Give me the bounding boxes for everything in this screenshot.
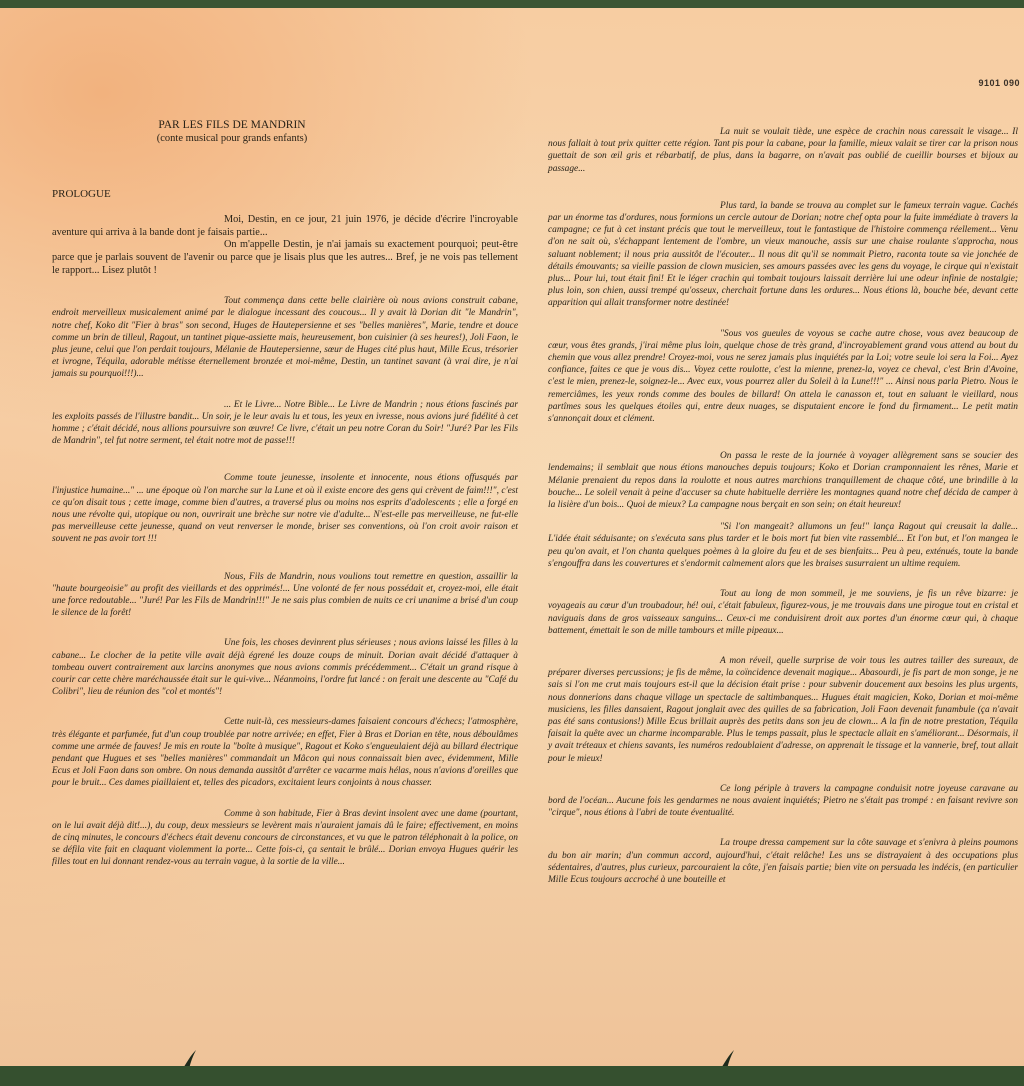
page-subtitle: (conte musical pour grands enfants) bbox=[156, 133, 308, 144]
sleeve-flap-mark-right bbox=[718, 1048, 736, 1068]
left-column bbox=[52, 118, 518, 869]
story-paragraph: On passa le reste de la journée à voyager allègrement sans se soucier des lendemains; il semblait que nous étions manouches depuis toujours; Koko et Dorian cramponnaient les rênes, Marie et Mélanie prenaient du repos dans la roulotte et nous autres marchions tranquillement de chaque côté, une brindille à la bouche... Le soleil venait à peine d'accuser sa chute habituelle derrière les montagnes quand notre chef décida de camper à la lisière d'un bois... Quoi de mieux? La campagne nous berçait en son sein; on était heureux! bbox=[548, 451, 1018, 511]
sleeve-bottom-edge bbox=[0, 1066, 1024, 1086]
story-paragraph: Cette nuit-là, ces messieurs-dames faisaient concours d'échecs; l'atmosphère, très élégante et parfumée, fut d'un coup troublée par notre arrivée; en effet, Fier à Bras et Dorian en tête, nous déboulâmes comme une armée de fauves! Je mis en route la "boîte à musique", Ragout et Koko s'engueulaient déjà au billard électrique pendant que Hugues et ses "belles manières" commandait un Mâcon qui nous connaissait bien avec, évidemment, Mille Ecus et Joli Faon dans son ombre. On nous demanda aussitôt d'arrêter ce vacarme mais hélas, nous n'avions d'oreilles que pour le bruit... Ces dames piaillaient et, telles des picadors, excitaient leurs conjoints à nous chasser. bbox=[52, 717, 518, 789]
page-title: PAR LES FILS DE MANDRIN bbox=[158, 119, 306, 131]
story-paragraph: ... Et le Livre... Notre Bible... Le Livre de Mandrin ; nous étions fascinés par les exploits passés de l'illustre bandit... Un soir, je le leur avais lu et tous, les yeux en ivresse, nous avions juré fidélité à cet homme ; c'était décidé, nous allions poursuivre son œuvre! Ce livre, c'était un peu notre Coran du Soir! "Juré? Par les Fils de Mandrin", tel fut notre serment, tel était notre mot de passe!!! bbox=[52, 399, 518, 447]
sleeve-top-edge bbox=[0, 0, 1024, 8]
story-paragraph: Nous, Fils de Mandrin, nous voulions tout remettre en question, assaillir la "haute bourgeoisie" au profit des vieillards et des opprimés!... Une volonté de fer nous possédait et, croyez-moi, elle était une force redoutable... "Juré! Par les Fils de Mandrin!!!" Je ne sais plus combien de nuits ce cri unanime a brisé d'un coup le silence de la forêt! bbox=[52, 571, 518, 619]
story-paragraph: "Sous vos gueules de voyous se cache autre chose, vous avez beaucoup de cœur, vous êtes grands, j'irai même plus loin, quelque chose de très grand, d'incroyablement grand vous attend au bout du chemin que vous allez prendre! Croyez-moi, vous ne serez jamais plus inquiétés par la Loi; votre seule loi sera la Foi... Ayez confiance, faites ce que je vous dis... Voyez cette roulotte, c'est la mienne, prenez-la, voyez ce cheval, c'est Brin d'Avoine, c'est le mien, prenez-le, soignez-le... Avec eux, vous pourrez aller du Soleil à la Lune!!!" ... Ainsi nous parla Pietro. Nous le remerciâmes, les yeux ronds comme des boules de billard! On attela le canasson et, tout en saluant le vieillard, nous partîmes sous les quelques étoiles qui, entre deux nuages, se disputaient encore le fond du firmament... Le petit matin s'annonçait doux et clément. bbox=[548, 328, 1018, 425]
intro-paragraph: On m'appelle Destin, je n'ai jamais su exactement pourquoi; peut-être parce que je parlais souvent de l'avenir ou parce que je lisais plus que les autres... Bref, je ne vois pas tellement le rapport... Lisez plutôt ! bbox=[52, 239, 518, 276]
prologue-heading: PROLOGUE bbox=[52, 188, 111, 200]
story-paragraph: Comme à son habitude, Fier à Bras devint insolent avec une dame (pourtant, on le lui avait déjà dit!...), du coup, deux messieurs se levèrent mais n'auraient jamais dû le faire; effectivement, en moins de cinq minutes, le concours d'échecs était devenu concours de circonstances, et vu que le patron téléphonait à la police, on se défila vite fait en claquant violemment la porte... Cette fois-ci, ça sentait le brûlé... Dorian envoya Hugues quérir les filles tout en lui donnant rendez-vous au terrain vague, à la sortie de la ville... bbox=[52, 808, 518, 868]
right-column bbox=[548, 126, 1018, 886]
liner-notes-sheet bbox=[0, 8, 1024, 1068]
story-paragraph: Tout au long de mon sommeil, je me souviens, je fis un rêve bizarre: je voyageais au cœur d'un troubadour, hé! oui, c'était fabuleux, figurez-vous, je me trouvais dans une pirogue tout en cristal et naviguais dans de gros vaisseaux sanguins... Ceux-ci me conduisirent droit aux portes d'un énorme cœur qui, à chaque battement, émettait le son de mille tambours et mille pipeaux... bbox=[548, 589, 1018, 636]
story-paragraph: Tout commença dans cette belle clairière où nous avions construit cabane, endroit merveilleux musicalement animé par le dialogue incessant des coucous... Il y avait là Dorian dit "le Mandrin", notre chef, Koko dit "Fier à bras" son second, Huges de Hautepersienne et ses "belles manières", Marie, tendre et douce comme un brin de tilleul, Ragout, un tantinet pique-assiette mais, heureusement, bon cuisinier (à ses heures!), Joli Faon, le plus jeune, celui que l'on perdait toujours, Mélanie de Hautepersienne, sœur de Huges cité plus haut, Mille Ecus, trésorier et ivrogne, Téquila, adorable métisse éternellement bronzée et moi-même, Destin, un tantinet savant (à vrai dire, je n'ai jamais su pourquoi!!!)... bbox=[52, 296, 518, 380]
story-paragraph: La troupe dressa campement sur la côte sauvage et s'enivra à pleins poumons du bon air marin; d'un commun accord, aujourd'hui, c'était relâche! Les uns se distrayaient à des occupations plus sédentaires, d'autres, plus curieux, parcouraient la côte, j'en faisais partie; bien vite on persuada les indécis, (en particulier Mille Ecus toujours accroché à une bouteille et bbox=[548, 838, 1018, 885]
story-paragraph: Ce long périple à travers la campagne conduisit notre joyeuse caravane au bord de l'océan... Aucune fois les gendarmes ne nous avaient inquiétés; Pietro ne s'était pas trompé : en faisant revivre son "cirque", nous étions à l'abri de toute éventualité. bbox=[548, 783, 1018, 819]
story-paragraph: Plus tard, la bande se trouva au complet sur le fameux terrain vague. Cachés par un énorme tas d'ordures, nous formions un cercle autour de Dorian; notre chef opta pour la fuite immédiate à travers la campagne; ce fut à cet instant précis que tout le merveilleux, tout le fantastique de l'histoire commença réellement... Venu d'on ne sait où, s'échappant lentement de l'ombre, un vieux manouche, assis sur une chaise roulante s'approcha, nous saluant noblement; il nous pria aussitôt de l'écouter... Il nous dit qu'il se nommait Pietro, raconta toute sa vie jonchée de détails émouvants; sa vieille passion de clown musicien, ses amours passées avec les gens du voyage, le cirque qui n'existait plus... Pour lui, tout était fini! Et le léger crachin qui tombait toujours laissait derrière lui une odeur infinie de nostalgie; plus loin, son chien, aussi trempé qu'osseux, cherchait fortune dans les ordures... Nous étions là, bouche bée, devant cette apparition qui allait transformer notre destinée! bbox=[548, 200, 1018, 309]
story-paragraph: A mon réveil, quelle surprise de voir tous les autres tailler des sureaux, de préparer diverses percussions; je fis de même, la coïncidence devenait magique... Abasourdi, je fis part de mon songe, je ne sais si l'on me crut mais toujours est-il que la décision était prise : pour subvenir doucement aux besoins les plus urgents, nous donnerions dans chaque village un spectacle de saltimbanques... Hugues était magicien, Koko, Dorian et moi-même musiciens, les filles dansaient, Ragout jonglait avec des quilles de sa fabrication, Joli Faon devenait funambule (ça n'avait pas été sans contusions!) Mille Ecus brillait auprès des petits dans son jeu de clown... A la fin de notre prestation, Téquila faisait la quête avec un charme incomparable. Plus le temps passait, plus le spectacle allait en s'améliorant... Désormais, il y avait tréteaux et chiens savants, les numéros redoublaient d'adresse, on apprenait le tissage et la vannerie, bref, tout allait pour le mieux! bbox=[548, 655, 1018, 764]
sleeve-flap-mark-left bbox=[180, 1048, 198, 1068]
story-paragraph: Comme toute jeunesse, insolente et innocente, nous étions offusqués par l'injustice humaine..." ... une époque où l'on marche sur la Lune et où il existe encore des gens qui crèvent de faim!!!", c'est ce qu'on disait tous ; cette image, comme bien d'autres, a traversé plus ou moins nos esprits d'adolescents ; elle a forgé en nous une révolte qui, utopique ou non, ouvrirait une brèche sur notre vie d'adulte... N'est-elle pas merveilleuse, ne fut-elle pas merveilleuse cette jeunesse, quand on veut renverser le monde, briser ses conventions, où l'on croit avoir raison et souvent ne pas avoir tort !!! bbox=[52, 473, 518, 545]
story-paragraph: Une fois, les choses devinrent plus sérieuses ; nous avions laissé les filles à la cabane... Le clocher de la petite ville avait déjà égrené les douze coups de minuit. Dorian avait décidé d'attaquer à tombeau ouvert contrairement aux larcins anonymes que nous avions commis précédemment... C'était un grand risque à courir car cette chère maréchaussée était sur le qui-vive... Néanmoins, l'ordre fut lancé : on ferait une descente au "Café du Colibri", lieu de réunion des "col et montés"! bbox=[52, 638, 518, 698]
intro-paragraph: Moi, Destin, en ce jour, 21 juin 1976, je décide d'écrire l'incroyable aventure qui arriva à la bande dont je faisais partie... bbox=[52, 214, 518, 238]
story-paragraph: "Si l'on mangeait? allumons un feu!" lança Ragout qui creusait la dalle... L'idée était séduisante; on s'exécuta sans plus tarder et le bois mort fut bien vite rassemblé... Et l'on but, et l'on mangea le peu qu'on avait, et l'on chanta quelques poèmes à la gloire du feu et de ses bienfaits... Peu à peu, exténués, toute la bande s'engouffra dans les couvertures et s'endormit calmement alors que les braises susurraient un ultime requiem. bbox=[548, 522, 1018, 569]
story-paragraph: La nuit se voulait tiède, une espèce de crachin nous caressait le visage... Il nous fallait à tout prix quitter cette région. Tant pis pour la cabane, pour la famille, mieux valait se tirer car la prison nous guettait de son œil gris et rébarbatif, de plus, dans la bagarre, on n'avait pas oublié de cueillir bourses et bijoux au passage... bbox=[548, 127, 1018, 174]
title-block bbox=[102, 118, 362, 146]
catalog-number: 9101 090 bbox=[978, 78, 1020, 88]
